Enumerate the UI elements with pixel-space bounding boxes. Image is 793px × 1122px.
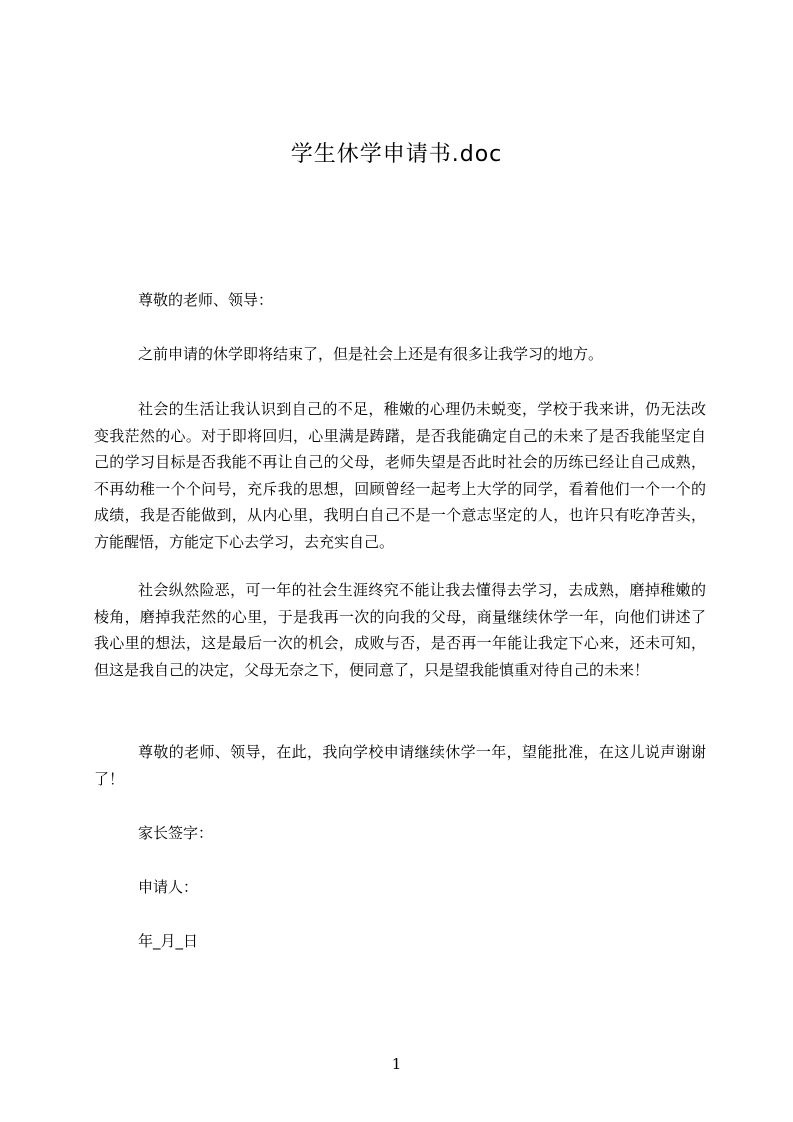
body-paragraph-3: 社会纵然险恶，可一年的社会生涯终究不能让我去懂得去学习，去成熟，磨掉稚嫩的棱角，磨掉我茫然的心里，于是我再一次的向我的父母，商量继续休学一年，向他们讲述了我心里的想法，这是最后一次的机会，成败与否，是否再一年能让我定下心来，还未可知，但这是我自己的决定，父母无奈之下，便同意了，只是望我能慎重对待自己的未来！ — [94, 581, 706, 679]
parent-signature-label: 家长签字： — [138, 824, 214, 842]
body-paragraph-1: 之前申请的休学即将结束了，但是社会上还是有很多让我学习的地方。 — [138, 345, 604, 363]
body-paragraph-2: 社会的生活让我认识到自己的不足，稚嫩的心理仍未蜕变，学校于我来讲，仍无法改变我茫然的心。对于即将回归，心里满是踌躇，是否我能确定自己的未来了是否我能坚定自己的学习目标是否我能不再让自己的父母，老师失望是否此时社会的历练已经让自己成熟，不再幼稚一个个问号，充斥我的思想，回顾曾经一起考上大学的同学，看着他们一个一个的成绩，我是否能做到，从内心里，我明白自己不是一个意志坚定的人，也许只有吃净苦头，方能醒悟，方能定下心去学习，去充实自己。 — [94, 400, 706, 551]
document-title: 学生休学申请书.doc — [290, 142, 503, 167]
applicant-label: 申请人： — [138, 878, 199, 896]
body-paragraph-4: 尊敬的老师、领导，在此，我向学校申请继续休学一年，望能批准，在这儿说声谢谢了！ — [94, 743, 706, 788]
date-line: 年_月_日 — [138, 932, 199, 950]
page-number: 1 — [391, 1055, 402, 1073]
greeting-line: 尊敬的老师、领导： — [138, 291, 274, 309]
